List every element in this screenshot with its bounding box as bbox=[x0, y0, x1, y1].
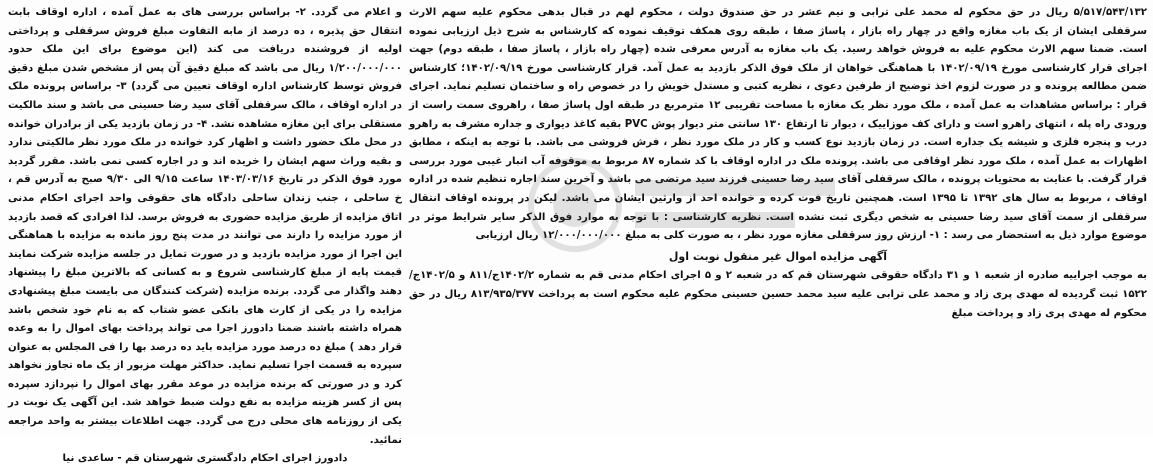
left-column-text: و اعلام می گردد. ۲- براساس بررسی های به عمل آمده ، اداره اوقاف بابت انتقال حق پذیره ، ده درصد از مابه التفاوت مبلغ فروش سرقفلی و پرداختی اولیه از فروشنده دریافت می کند (این موضوع برای این ملک حدود ۱/۲۰۰/۰۰۰/۰۰۰ ریال می باشد که مبلغ دقیق آن پس از مشخص شدن مبلغ دقیق فروش توسط کارشناس اداره اوقاف تعیین می گردد) ۳- براساس پرونده ملک در اداره اوقاف ، مالک سرقفلی آقای سید رضا حسینی می باشد و سند مالکیت مستقلی برای این مغازه مشاهده نشد. ۴- در زمان بازدید یکی از برادران خوانده در محل ملک حضور داشت و اظهار کرد خوانده در ملک مورد نظر مالکیتی ندارد و بقیه وراث سهم ایشان را خریده اند و در اجاره کسی نمی باشد. مقرر گردید مورد فوق الذکر در تاریخ ۱۴۰۳/۰۳/۱۶ ساعت ۹/۱۵ الی ۹/۳۰ صبح به آدرس قم ، خ ساحلی ، جنب زندان ساحلی دادگاه های حقوقی واحد اجرای احکام مدنی اتاق مزایده از طریق مزایده حضوری به فروش برسد. لذا افرادی که قصد بازدید از مورد مزایده را دارند می توانند در مدت پنج روز مانده به مزایده با هماهنگی این اجرا از مورد مزایده بازدید و در صورت تمایل در جلسه مزایده شرکت نمایند قیمت پایه از مبلغ کارشناسی شروع و به کسانی که بالاترین مبلغ را پیشنهاد دهند واگذار می گردد. برنده مزایده (شرکت کنندگان می بایست مبلغ پیشنهادی مزایده را در یکی از کارت های بانکی عضو شتاب که به نام خود شخص باشد همراه داشته باشند ضمنا دادورز اجرا می تواند پرداخت بهای اموال را به وعده قرار دهد ) مبلغ ده درصد مورد مزایده باید ده درصد بها را فی المجلس به عنوان سپرده به قسمت اجرا تسلیم نماید. حداکثر مهلت مزبور از یک ماه تجاوز نخواهد کرد و در صورتی که برنده مزایده در موعد مقرر بهای اموال را نپردازد سپرده پس از کسر هزینه مزایده به نفع دولت ضبط خواهد شد. این آگهی یک نوبت در یکی از روزنامه های محلی درج می گردد. جهت اطلاعات بیشتر به واحد مراجعه نمائید. bbox=[8, 7, 403, 446]
left-column-signature: دادورز اجرای احکام دادگستری شهرستان قم - ساعدی نیا bbox=[62, 453, 348, 465]
left-column bbox=[8, 4, 403, 465]
right-column-top-text: ۵/۵۱۷/۵۴۳/۱۳۲ ریال در حق محکوم له محمد علی ترابی و نیم عشر در حق صندوق دولت ، محکوم لهم در قبال بدهی محکوم علیه سهم الارث سرقفلی ایشان از یک باب مغازه واقع در چهار راه بازار ، پاساژ صفا ، طبقه روی همکف توقیف نموده که کارشناس به شرح ذیل ارزیابی نموده است. ضمنا سهم الارث محکوم علیه به فروش خواهد رسید. یک باب مغازه به آدرس معرفی شده (چهار راه بازار ، پاساژ صفا ، طبقه دوم) جهت اجرای قرار کارشناسی مورخ ۱۴۰۲/۰۹/۱۹ با هماهنگی خواهان از ملک فوق الذکر بازدید به عمل آمد. قرار کارشناسی مورخ ۱۴۰۲/۰۹/۱۹؛ کارشناس ضمن مطالعه پرونده و در صورت لزوم اخذ توضیح از طرفین دعوی ، نظریه کتبی و مستدل خویش را در خصوص راه و ساختمان تسلیم نماید. اجرای قرار : براساس مشاهدات به عمل آمده ، ملک مورد نظر یک مغازه با مساحت تقریبی ۱۲ مترمربع در طبقه اول پاساژ صفا ، راهروی سمت راست از ورودی راه پله ، انتهای راهرو است و دارای کف موزاییک ، دیوار تا ارتفاع ۱۳۰ سانتی متر دیوار پوش PVC بقیه کاغذ دیواری و جداره مشرف به راهرو درب و پنجره فلزی و شیشه یک جداره است. در زمان بازدید نوع کسب و کار در ملک مورد نظر ، فرش فروشی می باشد. با توجه به اینکه ، مطابق اظهارات به عمل آمده ، ملک مورد نظر اوقافی می باشد. پرونده ملک در اداره اوقاف با کد شماره ۸۷ مربوط به موقوفه آب انبار غیبی مورد بررسی قرار گرفت. با عنایت به محتویات پرونده ، مالک سرقفلی آقای سید رضا حسینی فرزند سید مرتضی می باشد و آخرین سند اجاره تنظیم شده در اداره اوقاف ، مربوط به سال های ۱۳۹۲ تا ۱۳۹۵ است. همچنین تاریخ فوت کرده و خوانده احد از وارثین ایشان می باشد. لیکن در پرونده اوقاف انتقال سرقفلی از سمت آقای سید رضا حسینی به شخص دیگری ثبت نشده است. نظریه کارشناسی : با توجه به موارد فوق الذکر سایر شرایط موثر در موضوع موارد ذیل به استحضار می رسد : ۱- ارزش روز سرقفلی مغازه مورد نظر ، به صورت کلی به مبلغ ۱۲/۰۰۰/۰۰۰/۰۰۰ ریال ارزیابی bbox=[409, 7, 1147, 242]
right-column-bottom-text: به موجب اجراییه صادره از شعبه ۱ و ۳۱ دادگاه حقوقی شهرستان قم که در شعبه ۲ و ۵ اجرای احکام مدنی قم به شماره ۱۴۰۲/۲ج/۸۱۱ و ۱۴۰۲/۵ج/۱۵۲۲ ثبت گردیده له مهدی پری زاد و محمد علی ترابی علیه سید محمد حسین حسینی محکوم علیه محکوم است به پرداخت ۸۱۳/۹۳۵/۳۷۷ ریال در حق محکوم له مهدی پری زاد و پرداخت مبلغ bbox=[409, 270, 1147, 319]
right-column bbox=[409, 4, 1147, 432]
notice-title: آگهی مزایده اموال غیر منقول نوبت اول bbox=[668, 249, 888, 263]
